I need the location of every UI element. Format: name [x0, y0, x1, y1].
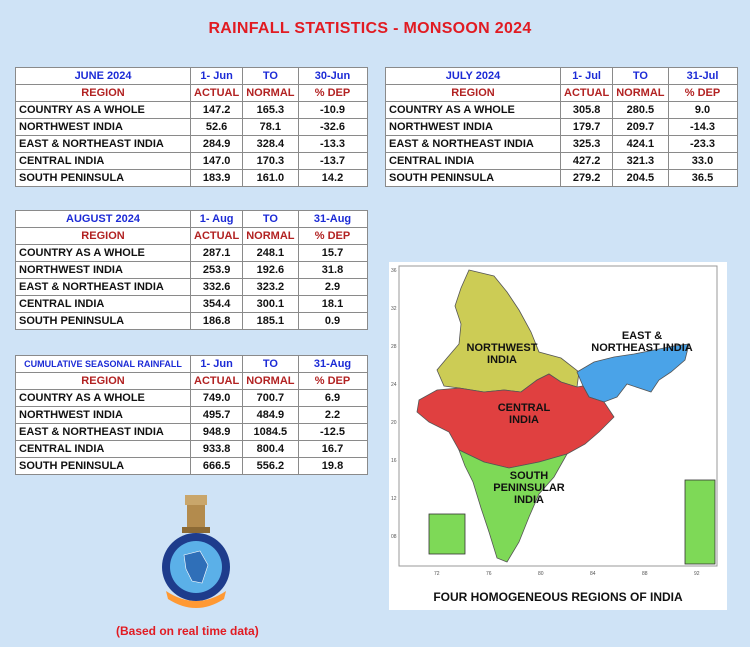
india-regions-map — [389, 262, 727, 610]
value-cell: 16.7 — [298, 441, 367, 458]
column-header: ACTUAL — [191, 85, 243, 102]
table-june — [15, 67, 368, 187]
label-south: SOUTH PENINSULAR INDIA — [493, 470, 565, 506]
column-header: % DEP — [298, 228, 367, 245]
value-cell: 749.0 — [191, 390, 243, 407]
value-cell: 495.7 — [191, 407, 243, 424]
value-cell: 556.2 — [243, 458, 298, 475]
value-cell: 18.1 — [298, 296, 367, 313]
table-from: 1- Jul — [561, 68, 613, 85]
region-cell: SOUTH PENINSULA — [16, 458, 191, 475]
region-cell: SOUTH PENINSULA — [16, 313, 191, 330]
value-cell: -23.3 — [668, 136, 737, 153]
table-end: 31-Aug — [298, 356, 367, 373]
value-cell: 192.6 — [243, 262, 298, 279]
value-cell: 2.2 — [298, 407, 367, 424]
value-cell: 354.4 — [191, 296, 243, 313]
table-from: 1- Jun — [191, 356, 243, 373]
value-cell: 19.8 — [298, 458, 367, 475]
region-cell: COUNTRY AS A WHOLE — [386, 102, 561, 119]
value-cell: 9.0 — [668, 102, 737, 119]
column-header: REGION — [386, 85, 561, 102]
value-cell: 666.5 — [191, 458, 243, 475]
value-cell: 800.4 — [243, 441, 298, 458]
region-cell: CENTRAL INDIA — [16, 296, 191, 313]
lon-tick-label: 72 — [434, 571, 440, 577]
table-end: 31-Aug — [298, 211, 367, 228]
data-note: (Based on real time data) — [116, 624, 259, 638]
value-cell: 209.7 — [613, 119, 668, 136]
column-header: NORMAL — [243, 85, 298, 102]
table-period: CUMULATIVE SEASONAL RAINFALL — [16, 356, 191, 373]
value-cell: 170.3 — [243, 153, 298, 170]
region-cell: EAST & NORTHEAST INDIA — [16, 279, 191, 296]
lat-tick-label: 24 — [391, 382, 397, 388]
value-cell: 161.0 — [243, 170, 298, 187]
value-cell: 284.9 — [191, 136, 243, 153]
region-cell: NORTHWEST INDIA — [16, 262, 191, 279]
value-cell: 700.7 — [243, 390, 298, 407]
region-cell: COUNTRY AS A WHOLE — [16, 245, 191, 262]
table-row — [16, 153, 368, 170]
column-header: ACTUAL — [191, 228, 243, 245]
table-from: 1- Jun — [191, 68, 243, 85]
table-row — [16, 424, 368, 441]
column-header: NORMAL — [613, 85, 668, 102]
table-end: 30-Jun — [298, 68, 367, 85]
value-cell: 2.9 — [298, 279, 367, 296]
lon-tick-label: 80 — [538, 571, 544, 577]
lat-tick-label: 32 — [391, 306, 397, 312]
map-caption: FOUR HOMOGENEOUS REGIONS OF INDIA — [433, 590, 683, 604]
region-south — [459, 450, 567, 562]
value-cell: 948.9 — [191, 424, 243, 441]
lon-tick-label: 84 — [590, 571, 596, 577]
value-cell: 31.8 — [298, 262, 367, 279]
value-cell: 0.9 — [298, 313, 367, 330]
value-cell: 279.2 — [561, 170, 613, 187]
table-row — [16, 296, 368, 313]
lat-tick-label: 28 — [391, 344, 397, 350]
page-title: RAINFALL STATISTICS - MONSOON 2024 — [208, 20, 532, 37]
imd-emblem-icon — [158, 495, 234, 611]
table-row — [16, 245, 368, 262]
table-cumulative — [15, 355, 368, 475]
value-cell: 78.1 — [243, 119, 298, 136]
lat-tick-label: 36 — [391, 268, 397, 274]
value-cell: 36.5 — [668, 170, 737, 187]
value-cell: 185.1 — [243, 313, 298, 330]
value-cell: 305.8 — [561, 102, 613, 119]
value-cell: -10.9 — [298, 102, 367, 119]
region-cell: CENTRAL INDIA — [16, 441, 191, 458]
value-cell: 427.2 — [561, 153, 613, 170]
value-cell: 323.2 — [243, 279, 298, 296]
table-august — [15, 210, 368, 330]
value-cell: 280.5 — [613, 102, 668, 119]
value-cell: 186.8 — [191, 313, 243, 330]
label-east: EAST & NORTHEAST INDIA — [591, 330, 693, 354]
table-to: TO — [613, 68, 668, 85]
table-row — [16, 102, 368, 119]
table-row — [16, 441, 368, 458]
value-cell: -14.3 — [668, 119, 737, 136]
map-graphic — [389, 262, 727, 610]
lon-tick-label: 76 — [486, 571, 492, 577]
lon-tick-label: 88 — [642, 571, 648, 577]
table-row — [16, 170, 368, 187]
inset-lakshadweep — [429, 514, 465, 554]
value-cell: 204.5 — [613, 170, 668, 187]
value-cell: 248.1 — [243, 245, 298, 262]
region-cell: EAST & NORTHEAST INDIA — [386, 136, 561, 153]
value-cell: 484.9 — [243, 407, 298, 424]
table-to: TO — [243, 68, 298, 85]
value-cell: 33.0 — [668, 153, 737, 170]
table-period: JUNE 2024 — [16, 68, 191, 85]
lat-tick-label: 20 — [391, 420, 397, 426]
label-northwest: NORTHWEST INDIA — [466, 342, 538, 366]
lat-tick-label: 12 — [391, 496, 397, 502]
value-cell: -13.7 — [298, 153, 367, 170]
column-header: % DEP — [298, 373, 367, 390]
region-cell: CENTRAL INDIA — [16, 153, 191, 170]
value-cell: 933.8 — [191, 441, 243, 458]
column-header: % DEP — [298, 85, 367, 102]
region-cell: NORTHWEST INDIA — [16, 407, 191, 424]
region-northwest — [437, 270, 579, 392]
table-row — [16, 458, 368, 475]
region-cell: SOUTH PENINSULA — [386, 170, 561, 187]
column-header: NORMAL — [243, 373, 298, 390]
value-cell: 325.3 — [561, 136, 613, 153]
value-cell: 179.7 — [561, 119, 613, 136]
region-cell: CENTRAL INDIA — [386, 153, 561, 170]
value-cell: -13.3 — [298, 136, 367, 153]
table-row — [16, 407, 368, 424]
table-to: TO — [243, 211, 298, 228]
table-july — [385, 67, 738, 187]
lat-tick-label: 08 — [391, 534, 397, 540]
table-row — [16, 390, 368, 407]
value-cell: 287.1 — [191, 245, 243, 262]
region-cell: SOUTH PENINSULA — [16, 170, 191, 187]
column-header: REGION — [16, 228, 191, 245]
lat-tick-label: 16 — [391, 458, 397, 464]
value-cell: 1084.5 — [243, 424, 298, 441]
column-header: REGION — [16, 373, 191, 390]
table-row — [386, 102, 738, 119]
column-header: NORMAL — [243, 228, 298, 245]
value-cell: -32.6 — [298, 119, 367, 136]
table-row — [16, 136, 368, 153]
value-cell: 332.6 — [191, 279, 243, 296]
table-row — [16, 279, 368, 296]
lon-tick-label: 92 — [694, 571, 700, 577]
table-row — [16, 313, 368, 330]
value-cell: 15.7 — [298, 245, 367, 262]
value-cell: 328.4 — [243, 136, 298, 153]
table-to: TO — [243, 356, 298, 373]
table-from: 1- Aug — [191, 211, 243, 228]
column-header: ACTUAL — [561, 85, 613, 102]
region-cell: NORTHWEST INDIA — [16, 119, 191, 136]
region-cell: COUNTRY AS A WHOLE — [16, 102, 191, 119]
table-period: AUGUST 2024 — [16, 211, 191, 228]
value-cell: 183.9 — [191, 170, 243, 187]
region-cell: EAST & NORTHEAST INDIA — [16, 136, 191, 153]
table-end: 31-Jul — [668, 68, 737, 85]
value-cell: -12.5 — [298, 424, 367, 441]
table-row — [386, 170, 738, 187]
table-row — [386, 119, 738, 136]
label-central: CENTRAL INDIA — [497, 402, 551, 426]
table-row — [16, 119, 368, 136]
value-cell: 147.0 — [191, 153, 243, 170]
table-row — [16, 262, 368, 279]
value-cell: 424.1 — [613, 136, 668, 153]
column-header: % DEP — [668, 85, 737, 102]
column-header: ACTUAL — [191, 373, 243, 390]
value-cell: 147.2 — [191, 102, 243, 119]
value-cell: 165.3 — [243, 102, 298, 119]
table-period: JULY 2024 — [386, 68, 561, 85]
region-cell: NORTHWEST INDIA — [386, 119, 561, 136]
table-row — [386, 153, 738, 170]
value-cell: 300.1 — [243, 296, 298, 313]
region-cell: EAST & NORTHEAST INDIA — [16, 424, 191, 441]
value-cell: 321.3 — [613, 153, 668, 170]
inset-andaman — [685, 480, 715, 564]
value-cell: 6.9 — [298, 390, 367, 407]
value-cell: 14.2 — [298, 170, 367, 187]
column-header: REGION — [16, 85, 191, 102]
value-cell: 52.6 — [191, 119, 243, 136]
table-row — [386, 136, 738, 153]
region-cell: COUNTRY AS A WHOLE — [16, 390, 191, 407]
value-cell: 253.9 — [191, 262, 243, 279]
